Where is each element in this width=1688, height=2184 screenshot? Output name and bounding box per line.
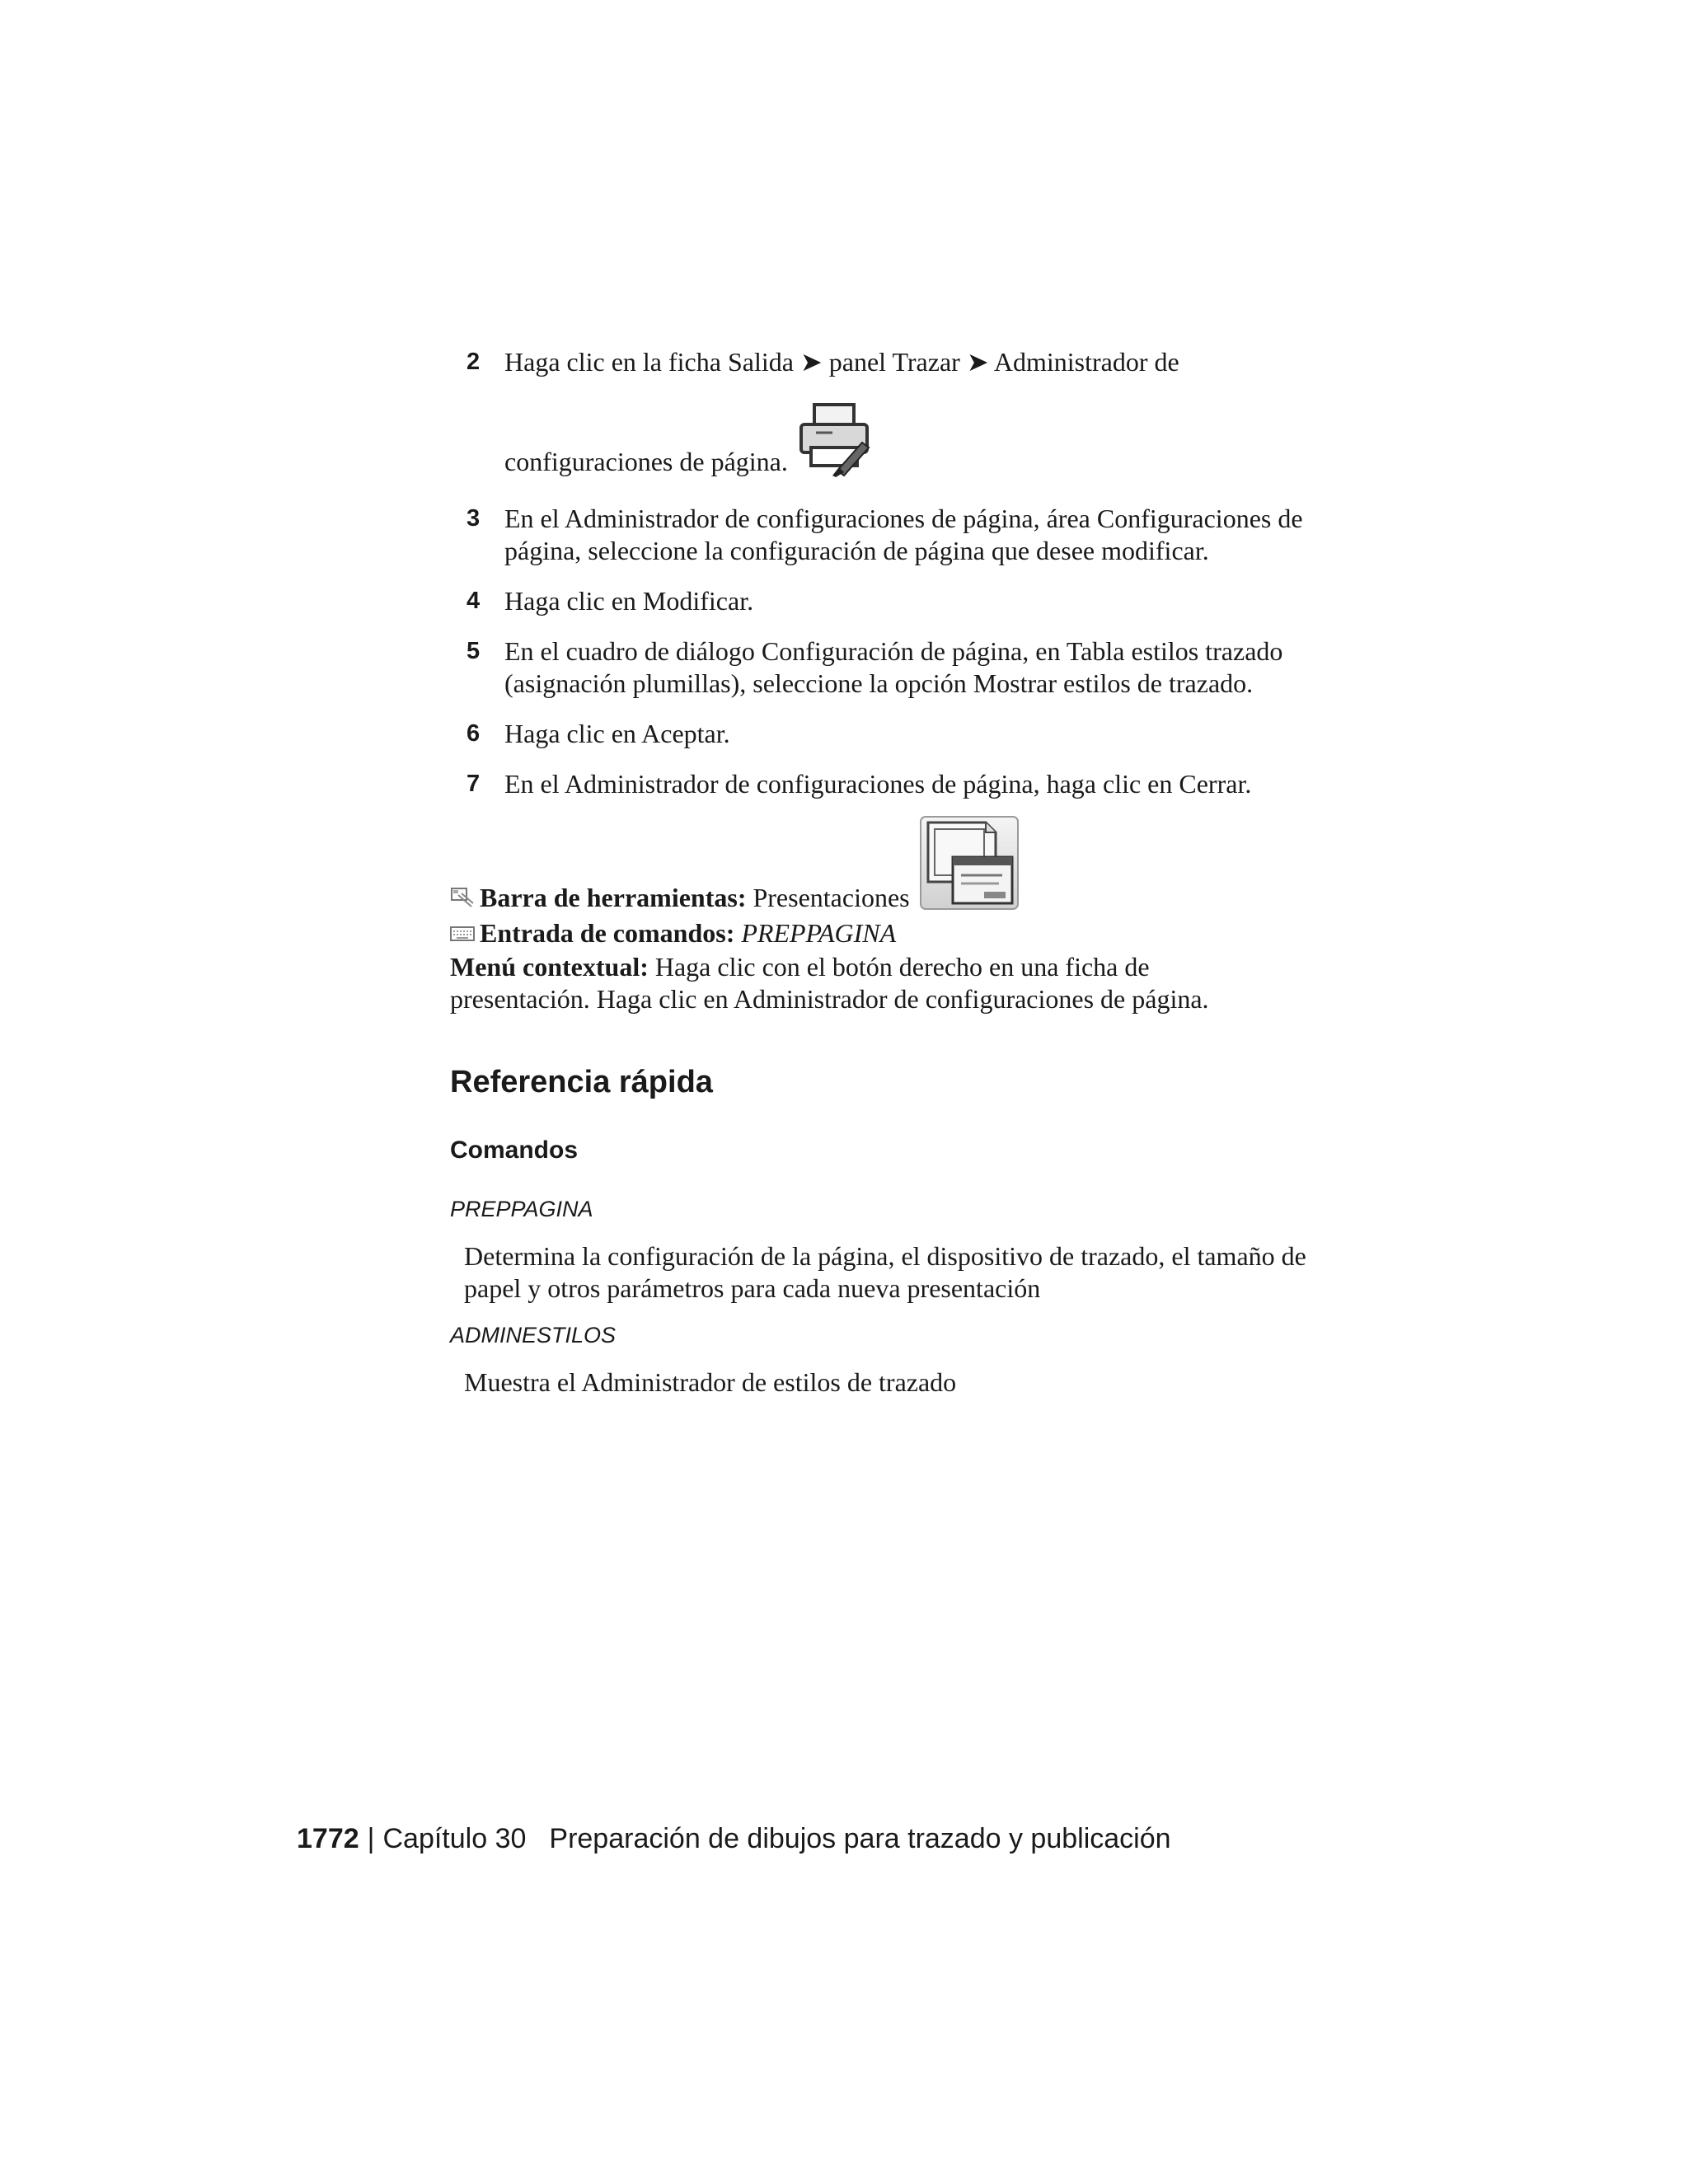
context-menu-text: Haga clic con el botón derecho en una ficha de: [654, 952, 1150, 982]
command-name: ADMINESTILOS: [450, 1323, 617, 1347]
context-menu-access-row: [450, 951, 1365, 983]
procedure-steps: [467, 346, 1357, 818]
context-menu-text-continued: presentación. Haga clic en Administrador de configuraciones de página.: [450, 984, 1209, 1014]
step-number: 7: [467, 771, 481, 797]
page-footer: [297, 1821, 1171, 1856]
step-number: 4: [467, 588, 481, 614]
context-menu-label: Menú contextual:: [450, 952, 649, 982]
step-number: 3: [467, 505, 481, 532]
page-number: 1772: [297, 1823, 359, 1854]
toolbar-icon: [450, 883, 475, 916]
step-4: [467, 585, 1357, 617]
step-number: 5: [467, 638, 481, 664]
step-text: Haga clic en Aceptar.: [504, 719, 730, 748]
step-6: [467, 718, 1357, 750]
step-text: En el Administrador de configuraciones de página, haga clic en Cerrar.: [504, 769, 1252, 799]
step-number: 6: [467, 720, 481, 747]
layout-window-icon: [920, 816, 1019, 917]
printer-brush-icon: [796, 401, 872, 485]
command-name: PREPPAGINA: [450, 1197, 593, 1221]
commands-heading: Comandos: [450, 1137, 579, 1164]
access-methods: [450, 816, 1365, 1015]
command-description: Determina la configuración de la página, el dispositivo de trazado, el tamaño de papel y otros parámetros para cada nueva presentación: [464, 1241, 1306, 1303]
step-2: [467, 346, 1357, 485]
toolbar-access-row: [450, 816, 1365, 917]
step-5: [467, 635, 1357, 700]
step-number: 2: [467, 349, 481, 375]
step-3: [467, 503, 1357, 567]
command-access-row: [450, 917, 1365, 951]
toolbar-label: Barra de herramientas:: [480, 883, 747, 912]
chapter-title: Preparación de dibujos para trazado y publicación: [549, 1823, 1171, 1854]
toolbar-value: Presentaciones: [753, 883, 910, 912]
command-label: Entrada de comandos:: [480, 918, 735, 948]
step-text: Haga clic en la ficha Salida ➤ panel Trazar ➤ Administrador de: [504, 347, 1179, 377]
footer-separator: |: [367, 1823, 375, 1854]
keyboard-icon: [450, 919, 475, 951]
command-description: Muestra el Administrador de estilos de trazado: [464, 1367, 957, 1397]
quick-reference-heading: Referencia rápida: [450, 1065, 713, 1099]
step-text: Haga clic en Modificar.: [504, 586, 754, 616]
step-text: En el Administrador de configuraciones de página, área Configuraciones de página, seleccione la configuración de página que desee modificar.: [504, 504, 1303, 565]
step-text-continued: configuraciones de página.: [504, 401, 1357, 485]
command-value: PREPPAGINA: [741, 918, 897, 948]
step-text: En el cuadro de diálogo Configuración de página, en Tabla estilos trazado (asignación plumillas), seleccione la opción Mostrar estilos de trazado.: [504, 636, 1283, 698]
chapter-label: Capítulo 30: [382, 1823, 527, 1854]
step-7: [467, 768, 1357, 800]
